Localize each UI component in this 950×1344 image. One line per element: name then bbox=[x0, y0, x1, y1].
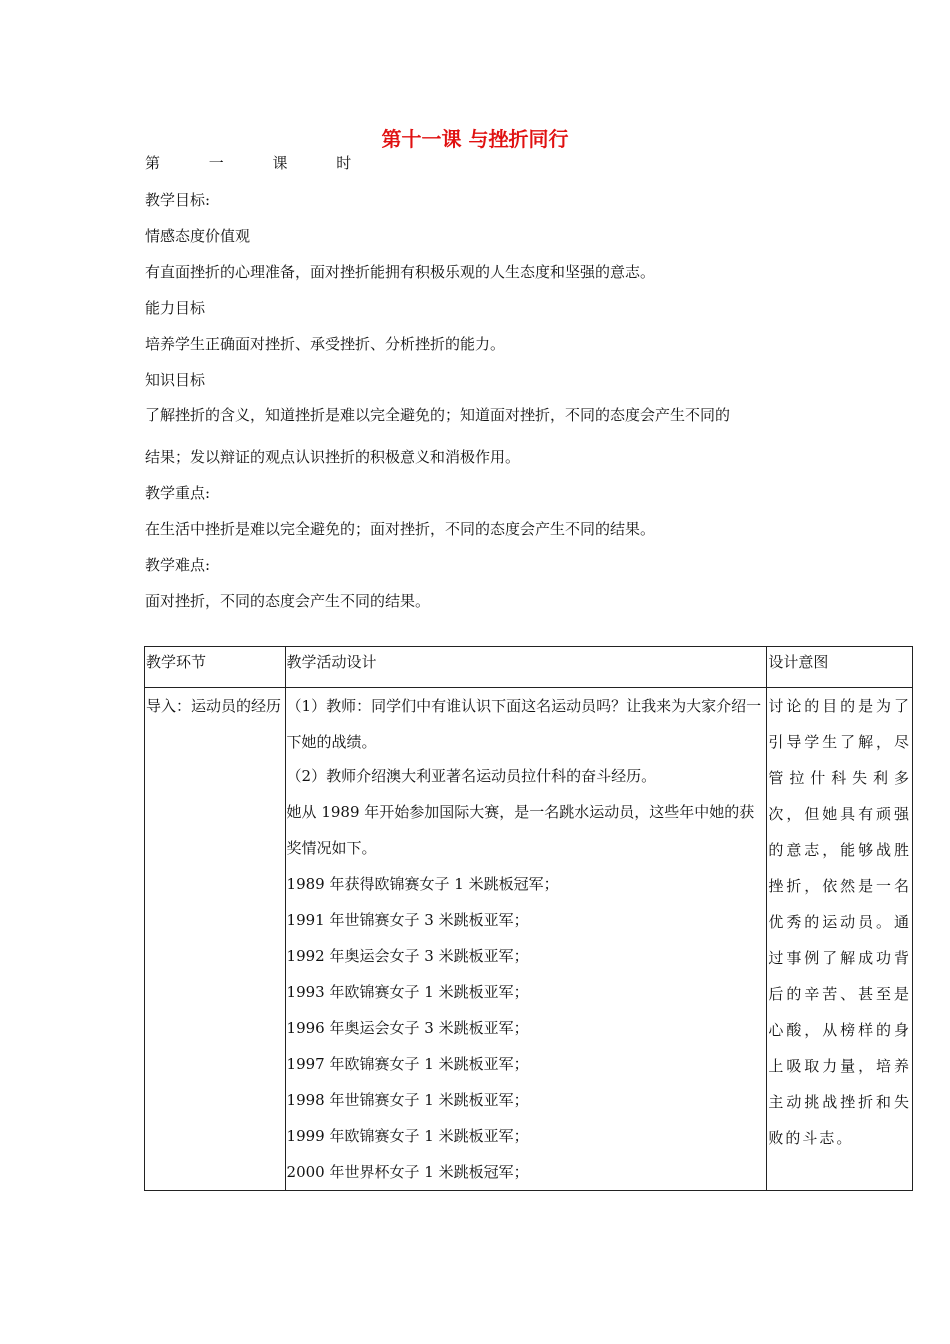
list-item: 1999 年欧锦赛女子 1 米跳板亚军； bbox=[286, 1127, 529, 1145]
knowledge-text-line1: 了解挫折的含义，知道挫折是难以完全避免的；知道面对挫折，不同的态度会产生不同的 bbox=[145, 406, 731, 424]
knowledge-text-line2: 结果；发以辩证的观点认识挫折的积极意义和消极作用。 bbox=[145, 448, 521, 466]
knowledge-heading: 知识目标 bbox=[145, 371, 206, 389]
list-item: 1996 年奥运会女子 3 米跳板亚军； bbox=[286, 1019, 529, 1037]
activity-step-1: （1）教师：同学们中有谁认识下面这名运动员吗？让我来为大家介绍一下她的战绩。 bbox=[286, 697, 762, 751]
list-item: 1989 年获得欧锦赛女子 1 米跳板冠军； bbox=[286, 875, 559, 893]
activity-intro: 她从 1989 年开始参加国际大赛，是一名跳水运动员，这些年中她的获奖情况如下。 bbox=[286, 803, 755, 857]
header-purpose: 设计意图 bbox=[767, 647, 913, 688]
awards-list bbox=[287, 866, 766, 1190]
key-points-text: 在生活中挫折是难以完全避免的；面对挫折，不同的态度会产生不同的结果。 bbox=[145, 520, 656, 538]
table-row bbox=[145, 688, 913, 1191]
header-activity: 教学活动设计 bbox=[285, 647, 767, 688]
list-item: 1998 年世锦赛女子 1 米跳板亚军； bbox=[286, 1091, 529, 1109]
list-item: 1992 年奥运会女子 3 米跳板亚军； bbox=[286, 947, 529, 965]
table-header-row bbox=[145, 647, 913, 688]
difficulty-text: 面对挫折，不同的态度会产生不同的结果。 bbox=[145, 592, 431, 610]
stage-cell: 导入：运动员的经历 bbox=[145, 688, 286, 1191]
activity-step-2: （2）教师介绍澳大利亚著名运动员拉什科的奋斗经历。 bbox=[286, 767, 657, 785]
period-label: 第 一 课 时 bbox=[145, 154, 374, 172]
ability-heading: 能力目标 bbox=[145, 299, 206, 317]
lesson-title: 第十一课 与挫折同行 bbox=[381, 127, 569, 151]
difficulty-heading: 教学难点: bbox=[145, 556, 211, 574]
lesson-plan-table bbox=[144, 646, 913, 1191]
list-item: 1991 年世锦赛女子 3 米跳板亚军； bbox=[286, 911, 529, 929]
activity-cell bbox=[285, 688, 767, 1191]
list-item: 2000 年世界杯女子 1 米跳板冠军； bbox=[286, 1163, 529, 1181]
list-item: 1997 年欧锦赛女子 1 米跳板亚军； bbox=[286, 1055, 529, 1073]
purpose-cell: 讨论的目的是为了引导学生了解，尽管拉什科失利多次，但她具有顽强的意志，能够战胜挫折，依然是一名优秀的运动员。通过事例了解成功背后的辛苦、甚至是心酸，从榜样的身上吸取力量，培养主动挑战挫折和失败的斗志。 bbox=[767, 688, 913, 1191]
affect-text: 有直面挫折的心理准备，面对挫折能拥有积极乐观的人生态度和坚强的意志。 bbox=[145, 263, 656, 281]
list-item: 1993 年欧锦赛女子 1 米跳板亚军； bbox=[286, 983, 529, 1001]
header-stage: 教学环节 bbox=[145, 647, 286, 688]
goals-heading: 教学目标: bbox=[145, 191, 211, 209]
key-points-heading: 教学重点: bbox=[145, 484, 211, 502]
affect-heading: 情感态度价值观 bbox=[145, 227, 251, 245]
ability-text: 培养学生正确面对挫折、承受挫折、分析挫折的能力。 bbox=[145, 335, 506, 353]
